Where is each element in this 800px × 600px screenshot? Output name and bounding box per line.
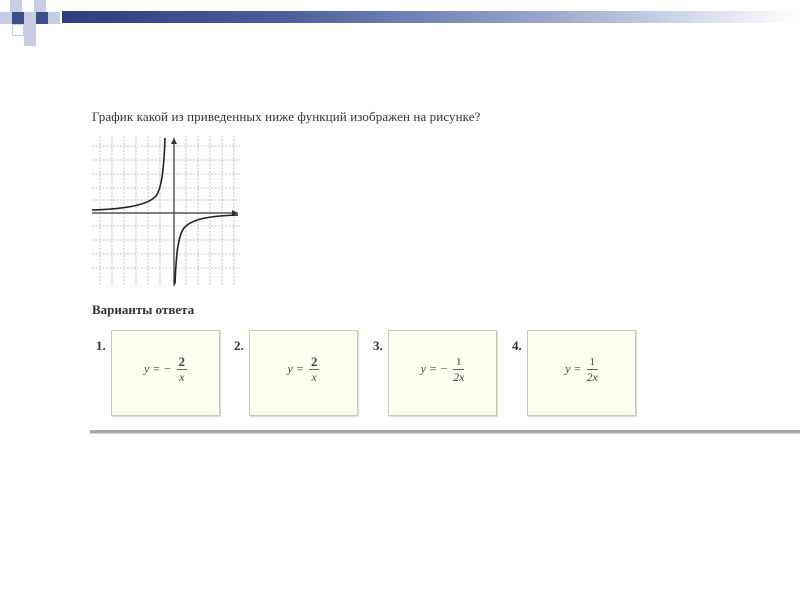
graph-grid (92, 136, 240, 286)
decor-square (24, 12, 36, 24)
formula-numerator: 1 (453, 355, 464, 370)
formula-denominator: 2x (586, 370, 598, 384)
option-3-number: 3. (373, 338, 383, 353)
decor-square (24, 36, 36, 46)
decor-square (12, 12, 24, 24)
slide-header-decoration (0, 0, 800, 38)
formula-denominator: x (311, 370, 317, 384)
bottom-divider (90, 430, 800, 433)
formula-numerator: 1 (587, 355, 598, 370)
decor-square (22, 0, 34, 12)
formula-fraction (587, 355, 598, 384)
formula-fraction (177, 355, 188, 384)
decor-square (24, 24, 36, 36)
option-2-number: 2. (234, 338, 244, 353)
formula-fraction (309, 355, 320, 384)
formula-lhs: y = (565, 361, 582, 376)
formula-sign: − (163, 361, 172, 376)
decor-square (34, 0, 46, 12)
decor-square (46, 0, 58, 12)
option-1-card[interactable] (111, 330, 220, 416)
decor-square (12, 24, 24, 36)
formula-lhs: y = (143, 361, 161, 376)
header-gradient-bar (62, 11, 800, 23)
answers-title: Варианты ответа (92, 302, 195, 317)
formula-sign: − (440, 361, 449, 376)
option-2-card[interactable] (249, 330, 358, 416)
formula-numerator: 2 (310, 354, 318, 369)
decor-square (0, 12, 12, 24)
formula-lhs: y = (420, 361, 437, 376)
decor-square (10, 0, 22, 12)
option-1-formula (112, 355, 219, 384)
decor-square (36, 12, 48, 24)
question-text: График какой из приведенных ниже функций изображен на рисунке? (92, 109, 481, 124)
option-2-formula (250, 355, 357, 384)
formula-denominator: x (179, 370, 185, 384)
option-4-number: 4. (512, 338, 522, 353)
formula-numerator: 2 (178, 354, 186, 369)
option-4-formula (528, 355, 635, 384)
formula-denominator: 2x (453, 370, 465, 384)
hyperbola-graph (92, 136, 240, 286)
hyperbola-right-branch (175, 215, 238, 284)
formula-fraction (453, 355, 464, 384)
option-3-formula (389, 355, 496, 384)
option-1-number: 1. (96, 338, 106, 353)
y-axis-arrow (171, 138, 177, 144)
option-4-card[interactable] (527, 330, 636, 416)
option-3-card[interactable] (388, 330, 497, 416)
formula-lhs: y = (287, 361, 304, 376)
decor-square (48, 12, 60, 24)
